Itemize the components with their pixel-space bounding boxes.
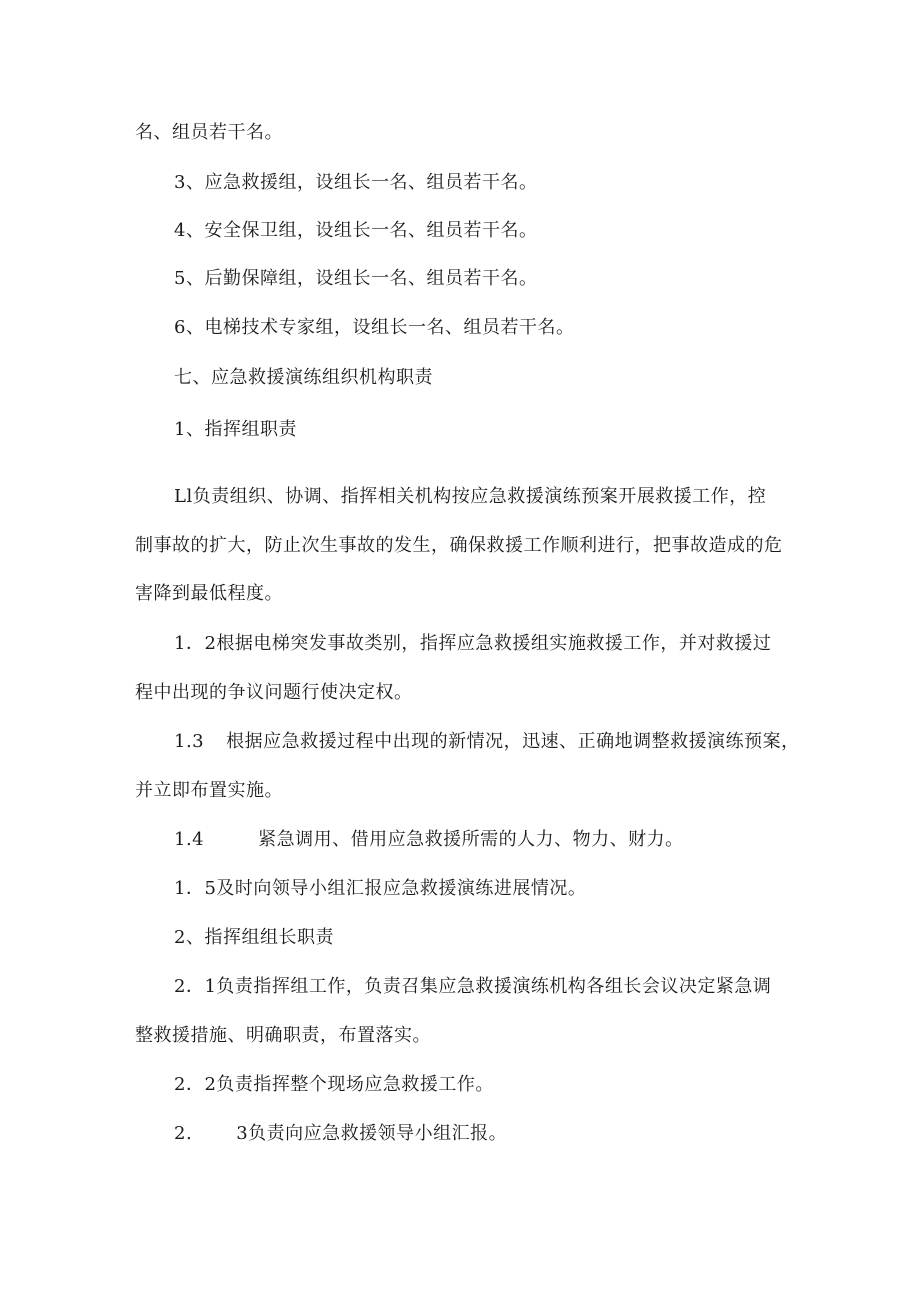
text-line-1: 名、组员若干名。 bbox=[135, 122, 283, 143]
text-line-11: 1．2根据电梯突发事故类别，指挥应急救援组实施救援工作，并对救援过 bbox=[174, 633, 772, 654]
subsection-heading-2: 2、指挥组组长职责 bbox=[174, 927, 334, 948]
text-line-21 bbox=[174, 1122, 507, 1146]
text-line-12: 程中出现的争议问题行使决定权。 bbox=[135, 682, 413, 703]
text-line-10: 害降到最低程度。 bbox=[135, 583, 283, 604]
text-line-20: 2．2负责指挥整个现场应急救援工作。 bbox=[174, 1074, 494, 1095]
text-line-15 bbox=[174, 828, 684, 852]
item-number: 1.4 bbox=[174, 829, 205, 850]
section-heading: 七、应急救援演练组织机构职责 bbox=[174, 367, 433, 388]
item-text: 紧急调用、借用应急救援所需的人力、物力、财力。 bbox=[258, 829, 684, 850]
text-line-2: 3、应急救援组，设组长一名、组员若干名。 bbox=[174, 172, 538, 193]
item-text: 3负责向应急救援领导小组汇报。 bbox=[236, 1123, 508, 1144]
item-number: 2. bbox=[174, 1123, 193, 1144]
text-line-8: Ll负责组织、协调、指挥相关机构按应急救援演练预案开展救援工作，控 bbox=[174, 486, 767, 507]
text-line-16: 1．5及时向领导小组汇报应急救援演练进展情况。 bbox=[174, 878, 587, 899]
item-text: 根据应急救援过程中出现的新情况，迅速、正确地调整救援演练预案， bbox=[226, 731, 800, 752]
text-line-3: 4、安全保卫组，设组长一名、组员若干名。 bbox=[174, 220, 538, 241]
subsection-heading-1: 1、指挥组职责 bbox=[174, 419, 297, 440]
text-line-9: 制事故的扩大，防止次生事故的发生，确保救援工作顺利进行，把事故造成的危 bbox=[135, 535, 783, 556]
item-number: 1.3 bbox=[174, 731, 205, 752]
text-line-19: 整救援措施、明确职责，布置落实。 bbox=[135, 1025, 431, 1046]
text-line-13 bbox=[174, 730, 800, 754]
text-line-18: 2．1负责指挥组工作，负责召集应急救援演练机构各组长会议决定紧急调 bbox=[174, 976, 772, 997]
text-line-4: 5、后勤保障组，设组长一名、组员若干名。 bbox=[174, 268, 538, 289]
text-line-14: 并立即布置实施。 bbox=[135, 780, 283, 801]
text-line-5: 6、电梯技术专家组，设组长一名、组员若干名。 bbox=[174, 317, 575, 338]
